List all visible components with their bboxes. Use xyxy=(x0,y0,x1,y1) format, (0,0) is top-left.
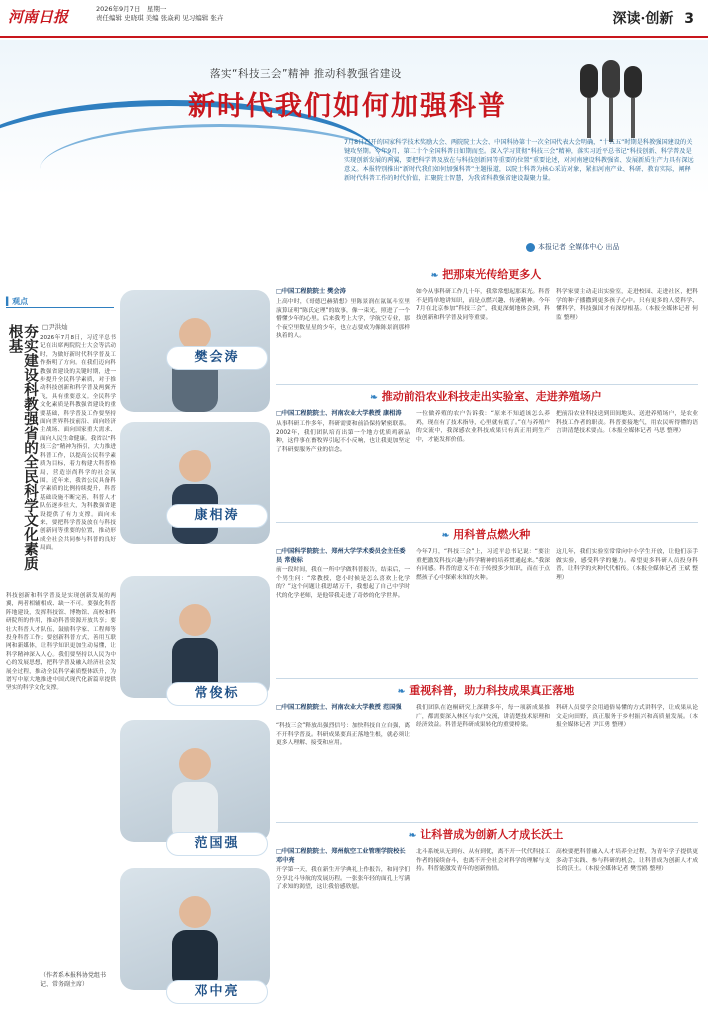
article-column: 如今从事科研工作几十年，我常常想起那束光。科普不是简单地讲知识，而是点燃兴趣、传递精神。今年7月在北京参加“科技三会”，我更深刻地体会到，科技创新和科学普及同等重要。 xyxy=(416,289,550,321)
article-column: 北斗系统从无到有、从有到优，离不开一代代科技工作者的接续奋斗，也离不开全社会对科学的理解与支持。科普能激发青年的创新热情。 xyxy=(416,849,550,872)
date-line: 2026年9月7日 星期一 xyxy=(96,5,167,13)
person-icon xyxy=(160,886,230,990)
profile-name: 范国强 xyxy=(166,832,268,856)
article-column: 从事科研工作多年，科研需要和前沿保持紧密联系。2002年，我们团队培育出第一个地方优质鸡新品种，这件事在畜牧界引起不小反响，也让我更加坚定了科研要服务产业的信念。 xyxy=(276,421,410,453)
page-number: 3 xyxy=(684,11,694,27)
profile-name: 常俊标 xyxy=(166,682,268,706)
section-byline: □中国工程院院士 樊会涛 xyxy=(276,288,346,295)
reporter-credit xyxy=(526,242,619,252)
divider xyxy=(276,678,698,679)
microphone-icon xyxy=(572,50,652,150)
section-heading xyxy=(274,388,698,406)
profile-photo xyxy=(120,720,270,842)
opinion-tag-text: 观点 xyxy=(12,297,29,306)
article-column: 开学第一天，我在新生开学典礼上作报告，和同学们分享北斗导航的发展历程。一张张年轻的面孔上写满了求知的渴望，这让我倍感欣慰。 xyxy=(276,867,410,890)
divider xyxy=(276,522,698,523)
leaf-icon: ❧ xyxy=(430,271,439,281)
opinion-author: □尹洪灿 xyxy=(42,323,68,331)
opinion-title: 夯实建设科教强省的全民科学文化素质根基 xyxy=(6,324,39,571)
newspaper-logo: 河南日报 xyxy=(8,8,69,26)
section-byline: □中国工程院院士、河南农业大学教授 康相涛 xyxy=(276,410,402,417)
article-column: “科技三会”释放出强烈信号：加快科技自立自强，离不开科学普及。科研成果要真正落地生根，就必须让更多人理解、接受和应用。 xyxy=(276,723,410,746)
article-column: 科研人员要学会用通俗易懂的方式讲科学，让成果从论文走向田野，真正服务于乡村振兴和高质量发展。（本报全媒体记者 尹江勇 整理） xyxy=(556,705,698,728)
reporter-icon xyxy=(526,243,535,252)
article-column: 科学家要主动走出实验室，走进校园、走进社区，把科学的种子播撒到更多孩子心中。只有更多的人爱科学、懂科学，科技强国才有深厚根基。（本报全媒体记者 何监 整理） xyxy=(556,289,698,321)
leaf-icon: ❧ xyxy=(397,687,406,697)
profile-name: 邓中亮 xyxy=(166,980,268,1004)
leaf-icon: ❧ xyxy=(408,831,417,841)
section-heading xyxy=(274,682,698,700)
article-column: 把前沿农业科技送到田间地头、送进养殖场户，是农业科技工作者的职责。科普要接地气，用农民听得懂的语言讲清楚技术要点。（本报全媒体记者 马思 整理） xyxy=(556,411,698,434)
editors-line: 责任编辑 史晓琪 美编 张焱莉 见习编辑 张卉 xyxy=(96,14,224,22)
opinion-tag: ▍观点 xyxy=(6,297,29,306)
article-column: 这几年，我们实验室常常向中小学生开放，让他们亲手做实验，感受科学的魅力。希望更多科研人员投身科普，让科学的火种代代相传。（本报全媒体记者 王斌 整理） xyxy=(556,549,698,581)
section-byline: □中国工程院院士、河南农业大学教授 范国强 xyxy=(276,704,402,711)
section-heading-text: 用科普点燃火种 xyxy=(453,528,531,541)
section-heading-text: 把那束光传给更多人 xyxy=(442,268,542,281)
opinion-author-name: 尹洪灿 xyxy=(48,323,68,331)
profile-name: 康相涛 xyxy=(166,504,268,528)
intro-text: 7月8日召开的国家科学技术奖励大会、两院院士大会、中国科协第十一次全国代表大会明确，“十五五”时期是科教强国建设的关键攻坚期。今年9月，第二十个全国科普日如期而至。深入学习贯彻“科技三会”精神，落实习近平总书记“科技创新、科学普及是实现创新发展的两翼，要把科学普及放在与科技创新同等重要的位置”重要论述，对河南建设科教强省、发展新质生产力具有深远意义。本报特别推出“新时代我们如何加强科普”主题报道，以院士科普为核心采访对象，紧扣河南产业、科研、教育实际，阐释新时代科普工作的时代价值，汇聚院士智慧，为我省科教强省建设凝聚力量。 xyxy=(344,139,694,182)
banner-subtitle: 落实“科技三会”精神 推动科教强省建设 xyxy=(210,68,402,80)
top-rule xyxy=(0,36,708,38)
article-column: 前一段时间，我在一所中学做科普报告，结束后，一个男生问：“常教授，您小时候是怎么喜欢上化学的？”这个问题让我思绪万千，我想起了自己中学时代的化学老师，是他带我走进了奇妙的化学世界。 xyxy=(276,567,410,599)
section-heading xyxy=(274,826,698,844)
profile-photo xyxy=(120,868,270,990)
section-heading xyxy=(274,266,698,284)
section-heading-text: 重视科普，助力科技成果真正落地 xyxy=(409,684,575,697)
article-column: 我们团队在泡桐研究上深耕多年，每一项新成果推广，都需要深入林区与农户交流，讲清楚技术原理和经济效益。科普是科研成果转化的重要桥梁。 xyxy=(416,705,550,728)
article-column: 一位做养殖的农户告诉我：“原来不知道该怎么养鸡，现在有了技术指导，心里就有底了。”在与养殖户的交流中，我深感农业科技成果只有真正用到生产中，才能发挥价值。 xyxy=(416,411,550,443)
person-icon xyxy=(160,738,230,842)
article-column: 今年7月，“科技三会”上，习近平总书记说：“要注重把激发科技兴趣与科学精神的培养贯通起来。”我深有同感。科普的意义不在于传授多少知识，而在于点燃孩子心中探索未知的火种。 xyxy=(416,549,550,581)
section-heading-text: 让科普成为创新人才成长沃土 xyxy=(420,828,564,841)
person-icon xyxy=(160,440,230,544)
section-byline: □中国科学院院士、郑州大学学术委员会主任委员 常俊标 xyxy=(276,548,406,564)
leaf-icon: ❧ xyxy=(370,393,378,403)
divider xyxy=(6,307,114,308)
section-name: 深读·创新 xyxy=(612,11,674,27)
divider xyxy=(276,822,698,823)
divider xyxy=(276,384,698,385)
profile-name: 樊会涛 xyxy=(166,346,268,370)
section-byline: □中国工程院院士、郑州航空工业管理学院校长 邓中亮 xyxy=(276,848,406,864)
masthead xyxy=(0,0,708,40)
issue-meta xyxy=(96,5,223,23)
section-heading-text: 推动前沿农业科技走出实验室、走进养殖场户 xyxy=(381,390,602,403)
article-column: 上高中时，《哥德巴赫猜想》里陈景润在氤氲斗室里演算证明“陈氏定理”的故事，像一束光，照进了一个懵懂少年的心里。后来我考上大学，学航空专业，那个夜空里数星星的少年，也立志要成为像陈景润那样执着的人。 xyxy=(276,299,410,339)
opinion-body: 2026年7月8日，习近平总书记在出席两院院士大会等活动时，为做好新时代科学普及工作指明了方向。在我们迈向科教强省建设的关键时期，进一步提升全民科学素质，对于推动科技创新和科学普及两翼齐飞，具有重要意义。全民科学文化素质是科教强省建设的重要基础，科学普及工作要坚持面向世界科技前沿、面向经济主战场、面向国家重大需求、面向人民生命健康。我省以“科技三会”精神为指引，大力推进科普工作，以提高公民科学素质为目标，着力构建大科普格局，营造崇尚科学的社会氛围。近年来，我省公民具备科学素质的比例持续提升，科普基础设施不断完善，科普人才队伍逐步壮大，为科教强省建设提供了有力支撑。面向未来，要把科学普及放在与科技创新同等重要的位置，推动形成全社会共同参与科普的良好局面。 xyxy=(40,335,116,552)
profile-photo xyxy=(120,576,270,698)
leaf-icon: ❧ xyxy=(441,531,450,541)
section-tag xyxy=(613,8,695,28)
article-column: 高校要把科普融入人才培养全过程，为青年学子提供更多动手实践、参与科研的机会，让科普成为创新人才成长的沃土。（本报全媒体记者 樊雪鸥 整理） xyxy=(556,849,698,872)
opinion-body-continued: 科技创新和科学普及是实现创新发展的两翼，两者相辅相成、缺一不可。要强化科普阵地建设，发挥科技馆、博物馆、高校和科研院所的作用，推动科普资源开放共享；要壮大科普人才队伍，鼓励科学家、工程师等投身科普工作；要创新科普方式，善用互联网和新媒体，让科学知识更加生动易懂，让科学精神深入人心。我们要坚持以人民为中心的发展思想，把科学普及融入经济社会发展全过程，推动全民科学素质整体跃升，为谱写中原大地推进中国式现代化新篇章提供坚实的科学文化支撑。 xyxy=(6,593,116,692)
page-title: 新时代我们如何加强科普 xyxy=(188,91,507,122)
reporter-text: 本报记者 全媒体中心 出品 xyxy=(538,243,620,251)
section-heading xyxy=(274,526,698,544)
opinion-author-note: （作者系本报科协党组书记、常务副主席） xyxy=(40,972,107,988)
